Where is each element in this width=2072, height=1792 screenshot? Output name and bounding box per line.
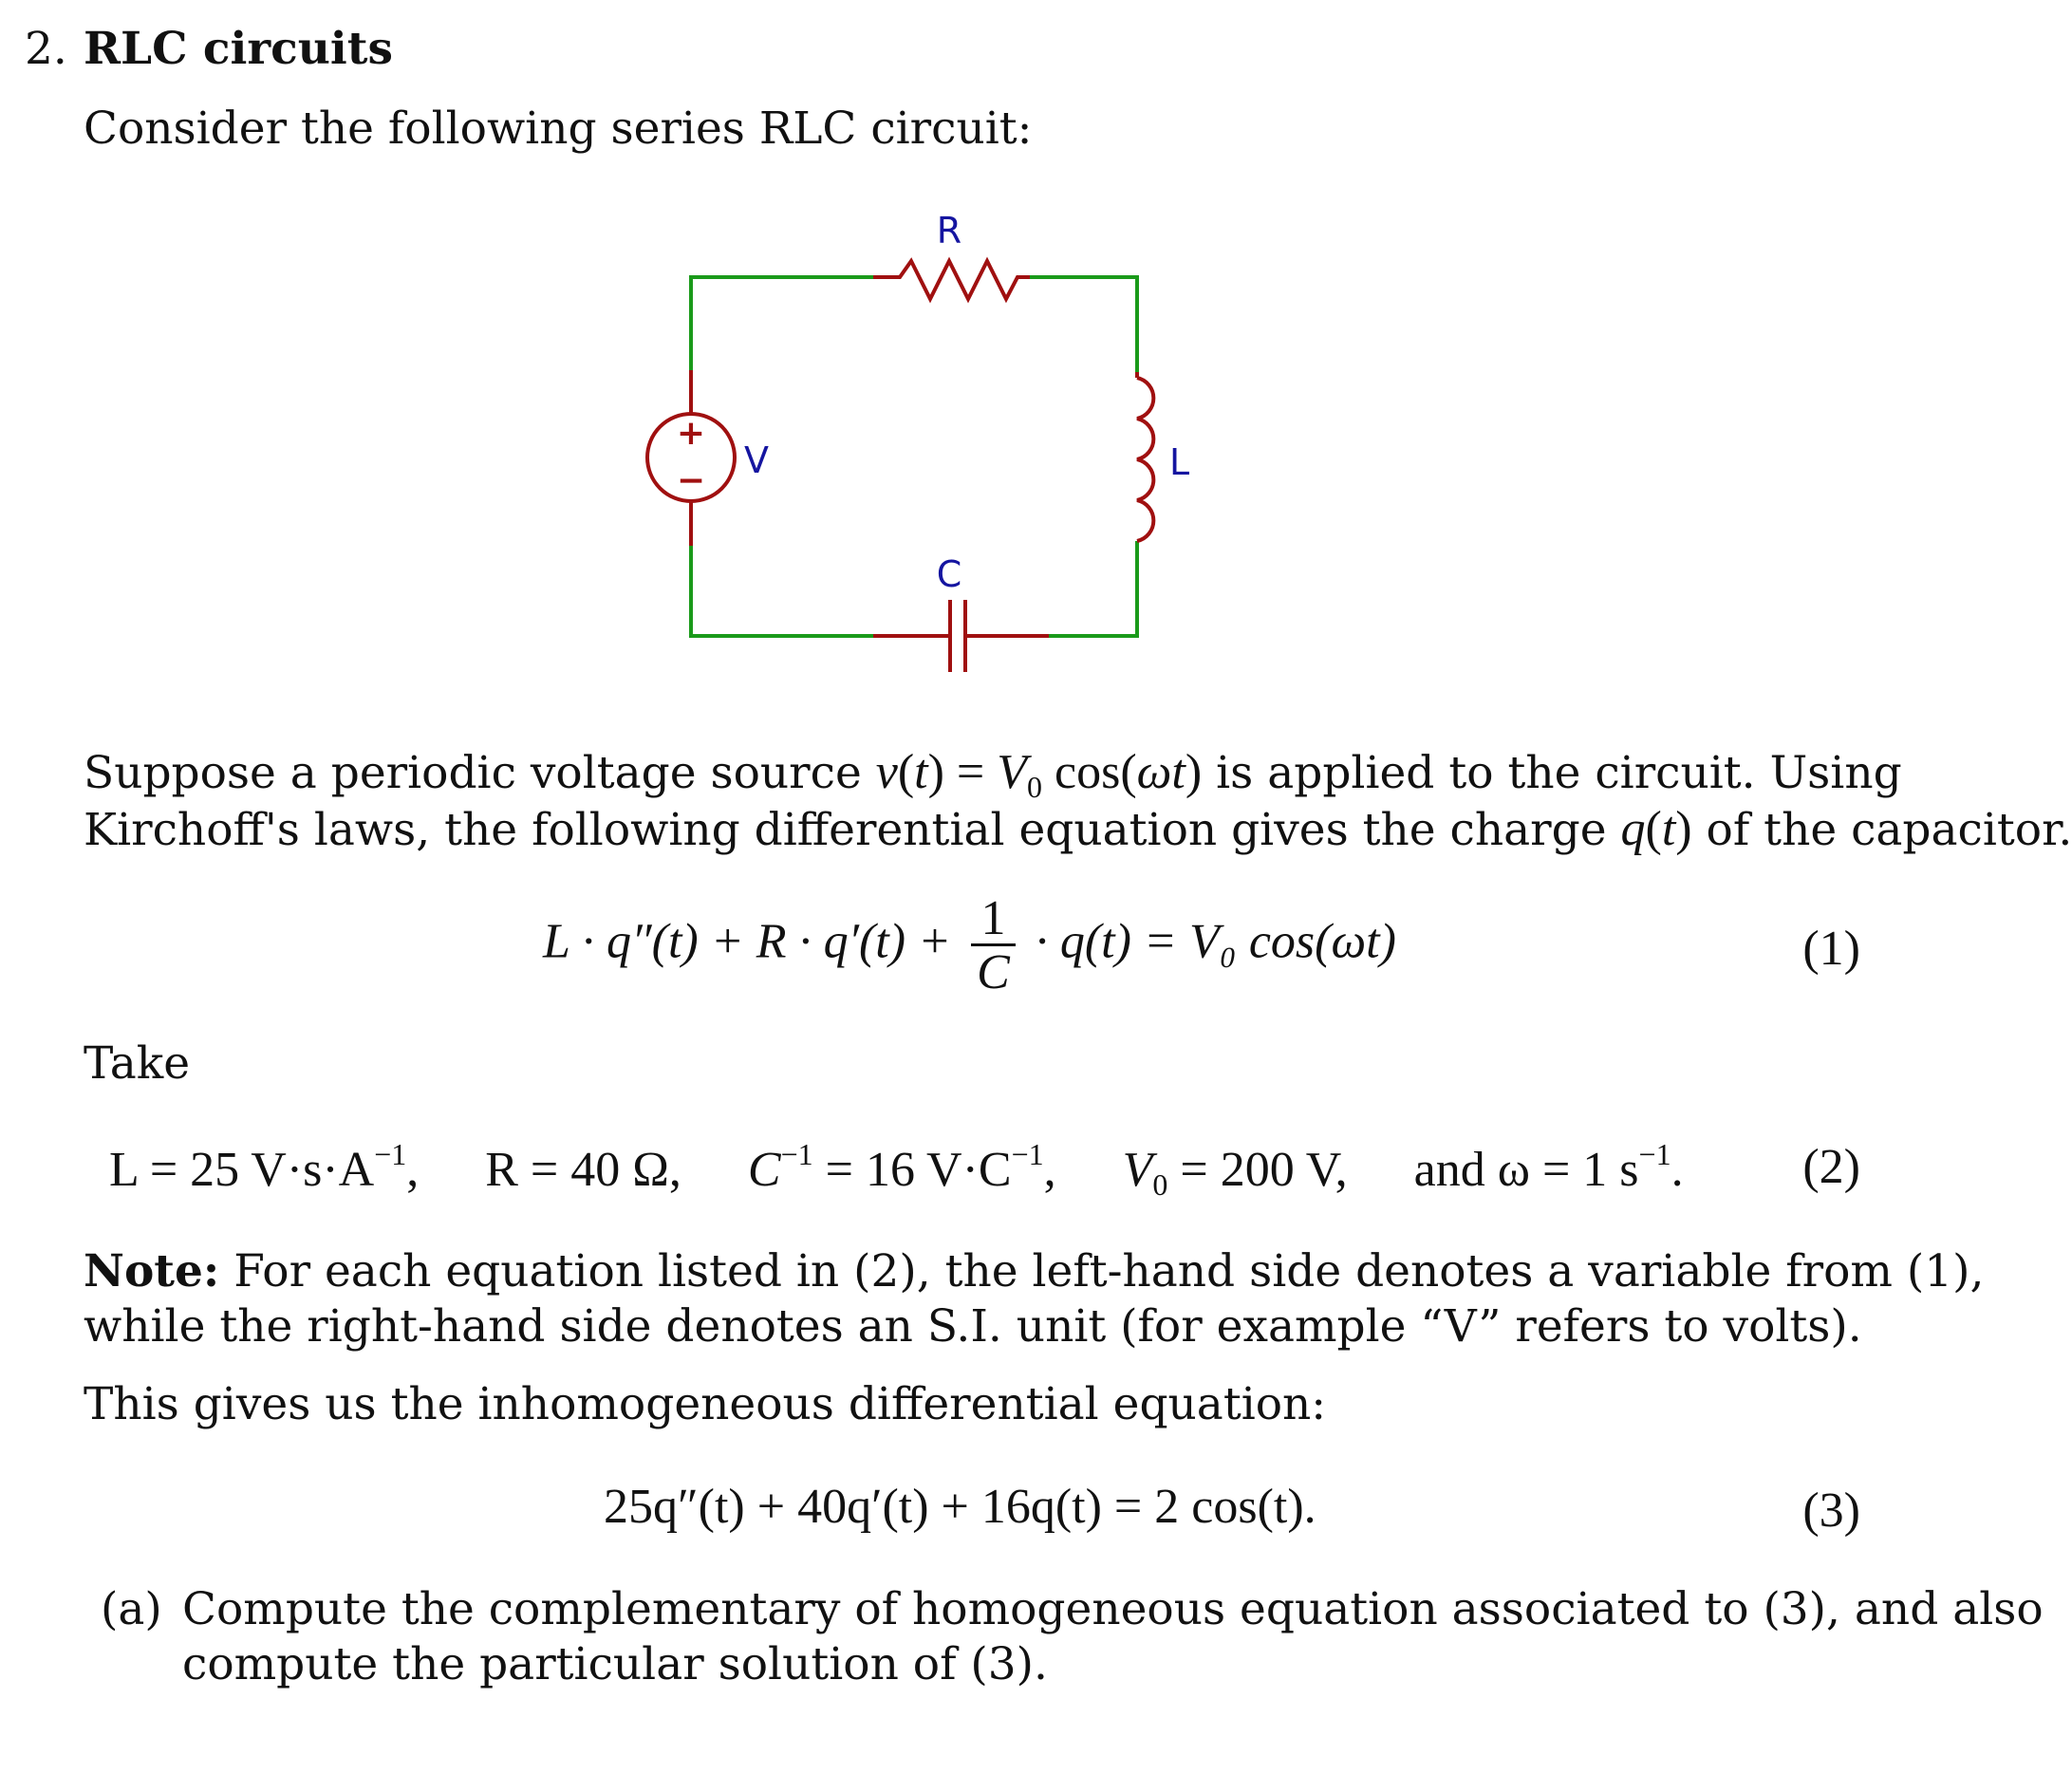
paragraph-1-line-2 xyxy=(84,802,2072,856)
source-plus-sign: + xyxy=(676,414,706,453)
part-a-line-1: Compute the complementary of homogeneous equation associated to (3), and also xyxy=(182,1583,2044,1635)
equation-1-number: (1) xyxy=(1802,922,1860,976)
paragraph-1-line-1-pre: Suppose a periodic voltage source xyxy=(84,747,862,799)
section-title: RLC circuits xyxy=(84,23,393,75)
paragraph-1-line-1 xyxy=(84,745,1902,804)
note-label: Note: xyxy=(84,1245,220,1297)
equation-3-number: (3) xyxy=(1802,1484,1860,1538)
intro-text: Consider the following series RLC circuit: xyxy=(84,103,1033,155)
resistor-symbol xyxy=(873,261,1030,299)
equation-1 xyxy=(543,891,1396,999)
note-line-1 xyxy=(84,1245,1985,1297)
source-label: V xyxy=(744,439,769,481)
equation-2-number: (2) xyxy=(1802,1140,1860,1194)
paragraph-1-line-2-post: of the capacitor. xyxy=(1706,804,2072,856)
equation-2: L = 25 $V\cdot s\cdot A^{-1}$, R = 40 Ω, $C^{-1} = 16$ $V\cdot C^{-1}$, $V_0 = 200$ V, and ω = 1 $s^{-1}$. xyxy=(109,1137,1684,1202)
charge-expression: q(t) xyxy=(1620,802,1692,856)
part-a-line-2: compute the particular solution of (3). xyxy=(182,1638,1048,1690)
part-a-label: (a) xyxy=(101,1583,162,1635)
note-line-2: while the right-hand side denotes an S.I. unit (for example “V” refers to volts). xyxy=(84,1300,1862,1353)
capacitor-symbol xyxy=(873,600,1049,672)
paragraph-1-line-1-post: is applied to the circuit. Using xyxy=(1216,747,1902,799)
fraction-numerator: 1 xyxy=(980,891,1006,945)
note-text-1: For each equation listed in (2), the left-hand side denotes a variable from (1), xyxy=(233,1245,1985,1297)
capacitor-label: C xyxy=(936,553,962,595)
inductor-symbol xyxy=(1137,372,1153,541)
equation-2-R: R = 40 Ω, xyxy=(485,1143,681,1197)
equation-3: 25q″(t) + 40q′(t) + 16q(t) = 2 cos(t). xyxy=(604,1480,1316,1534)
equation-2-C-value: = 16 V·C xyxy=(825,1143,1012,1197)
voltage-source-symbol xyxy=(647,370,735,546)
equation-2-C: C xyxy=(747,1143,781,1197)
take-label: Take xyxy=(84,1037,191,1090)
section-number: 2. xyxy=(25,23,67,75)
resistor-label: R xyxy=(936,210,962,252)
equation-1-left: L · q″(t) + R · q′(t) + xyxy=(543,914,952,969)
equation-2-omega: and ω = 1 s xyxy=(1413,1143,1639,1197)
rlc-circuit-diagram xyxy=(626,204,1215,688)
equation-1-right: · q(t) = V₀ cos(ωt) xyxy=(1035,914,1396,969)
equation-1-fraction xyxy=(971,891,1016,999)
fraction-denominator: C xyxy=(971,943,1016,998)
equation-2-V0: = 200 V, xyxy=(1180,1143,1348,1197)
inductor-label: L xyxy=(1169,441,1190,483)
voltage-source-expression: $v(t) = V_0$ cos(ωt) xyxy=(875,745,1203,804)
equation-2-L: L = 25 V·s·A xyxy=(109,1143,375,1197)
source-minus-sign: − xyxy=(676,461,706,500)
paragraph-1-line-2-pre: Kirchoff's laws, the following differential equation gives the charge xyxy=(84,804,1607,856)
paragraph-2: This gives us the inhomogeneous differential equation: xyxy=(84,1378,1327,1430)
